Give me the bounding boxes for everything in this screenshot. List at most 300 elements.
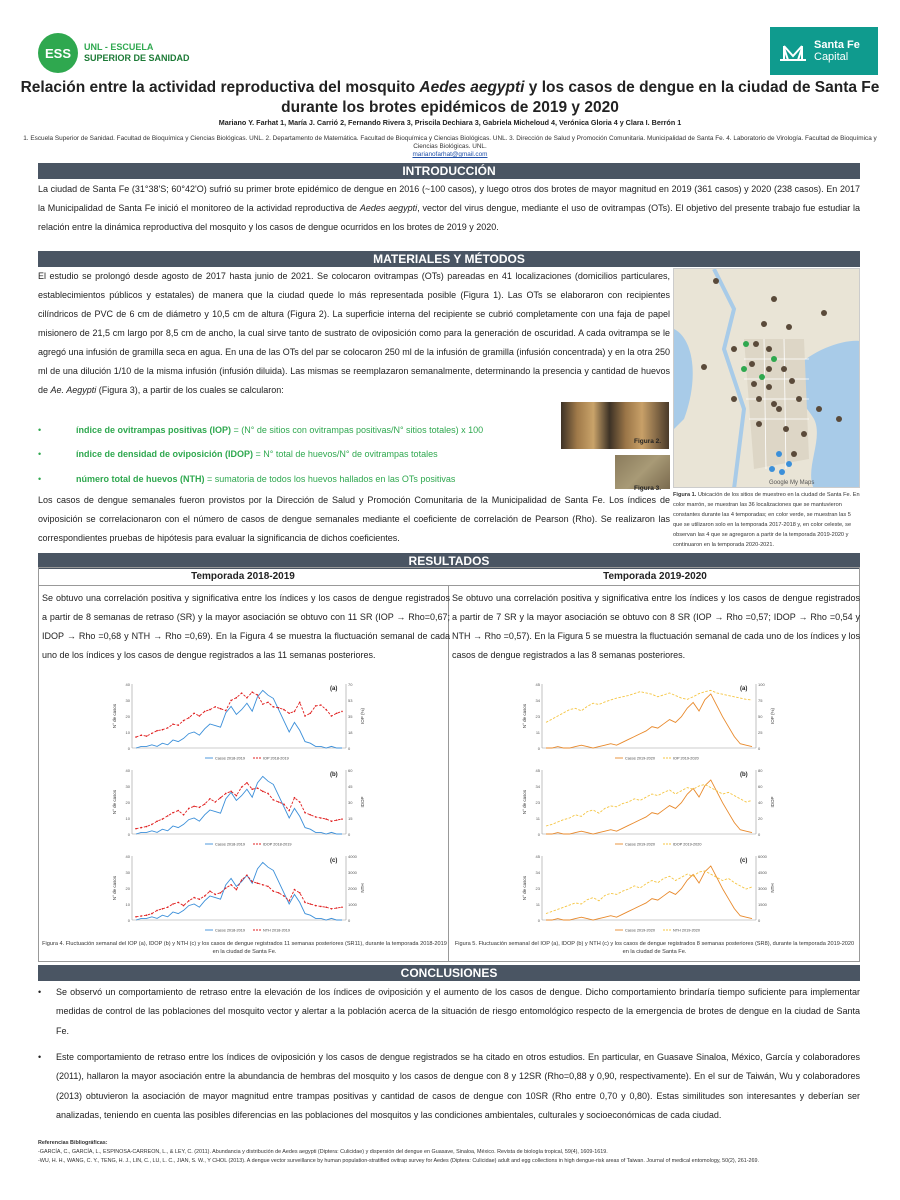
data-point — [225, 710, 227, 712]
legend-label: Casos 2018-2019 — [215, 842, 245, 847]
tick-label-right: 0 — [348, 832, 351, 837]
conclusion-text: Se observó un comportamiento de retraso entre la elevación de los índices de oviposición y el aumento de los casos de dengue. Dicho comportamiento brindaría tiempo suficiente para implementar medidas de control de las poblaciones del mosquito vector y alertar a la población acerca de la situación de riesgo entomológico respecto de la emergencia de brotes de dengue en la ciudad de Santa Fe. — [56, 987, 860, 1036]
chart-canvas — [110, 764, 370, 849]
panel-label: (a) — [740, 686, 748, 692]
data-point — [167, 815, 169, 817]
tick-label-right: 100 — [758, 682, 765, 687]
map-watermark: Google My Maps — [769, 480, 815, 486]
figure-3-label: Figura 3. — [634, 485, 662, 492]
intro-text-a: La ciudad de Santa Fe (31°38'S; 60°42'O) sufrió su primer brote epidémico de dengue en 2016 (~100 casos), y luego otros dos brotes de mayor magnitud en 2019 (361 casos) y 2020 (238 casos). En 2017 la Municipalidad de Santa Fe inició el monitoreo de la actividad reproductiva de — [38, 184, 860, 214]
ess-logo-badge: ESS — [38, 33, 78, 73]
data-point — [294, 797, 296, 799]
tick-label-left: 40 — [125, 682, 130, 687]
data-point — [188, 900, 190, 902]
data-point — [325, 709, 327, 711]
bridge-icon — [778, 36, 808, 66]
figure-5c-chart — [520, 850, 780, 935]
tick-label-right: 1000 — [348, 902, 357, 907]
ess-logo-text — [84, 42, 190, 64]
data-point — [257, 787, 259, 789]
figure-5a-chart — [520, 678, 780, 763]
data-point — [288, 712, 290, 714]
tick-label-left: 45 — [535, 768, 540, 773]
methods-species: Ae. Aegypti — [50, 385, 97, 395]
data-point — [230, 884, 232, 886]
data-point — [246, 874, 248, 876]
tick-label-right: 53 — [348, 698, 353, 703]
data-point — [325, 906, 327, 908]
data-point — [331, 908, 333, 910]
figure-4a-chart — [110, 678, 370, 763]
tick-label-right: 4500 — [758, 870, 767, 875]
tick-label-right: 35 — [348, 714, 353, 719]
bullet-iop-bold: índice de ovitrampas positivas (IOP) — [76, 425, 232, 435]
chart-canvas — [520, 850, 780, 935]
data-point — [209, 890, 211, 892]
bullet-nth-bold: número total de huevos (NTH) — [76, 474, 205, 484]
tick-label-right: 80 — [758, 768, 763, 773]
data-point — [283, 709, 285, 711]
tick-label-left: 0 — [127, 918, 130, 923]
data-point — [273, 890, 275, 892]
tick-label-left: 11 — [535, 902, 540, 907]
ess-logo — [38, 33, 190, 73]
data-point — [188, 808, 190, 810]
data-point — [241, 692, 243, 694]
series-line — [546, 871, 752, 914]
intro-species: Aedes aegypti — [359, 203, 418, 214]
title-part2: y los casos de dengue en la ciudad de Santa Fe durante los brotes epidémicos de 2019 y 2020 — [281, 79, 880, 116]
data-point — [299, 701, 301, 703]
references-title: Referencias Bibliográficas: — [38, 1140, 108, 1146]
tick-label-left: 30 — [125, 698, 130, 703]
results-heading: RESULTADOS — [38, 553, 860, 569]
series-line — [136, 875, 342, 917]
data-point — [241, 879, 243, 881]
data-point — [257, 882, 259, 884]
reference-item: -WU, H. H., WANG, C. Y., TENG, H. J., LIN, C., LU, L. C., JIAN, S. W., Y CHOL (2013). A dengue vector surveillance by human population-stratified ovitrap survey for Aedes (Diptera: Culicidae) adult and egg collections in high dengue-risk areas of Taiwan. Journal of medical entomology, 50(2), 261-269. — [38, 1158, 759, 1164]
figure-5-caption: Figura 5. Fluctuación semanal del IOP (a), IDOP (b) y NTH (c) y los casos de dengue registrados 8 semanas posteriores (SR8), durante la temporada 2019-2020 en la ciudad de Santa Fe. — [454, 941, 855, 955]
y-axis-label-right: NTH — [360, 883, 365, 893]
data-point — [246, 697, 248, 699]
data-point — [220, 708, 222, 710]
data-point — [172, 723, 174, 725]
bullet-dot: • — [38, 474, 42, 484]
tick-label-left: 0 — [537, 746, 540, 751]
figure-1-caption — [673, 490, 860, 550]
y-axis-label-right: IOP (%) — [360, 708, 365, 724]
tick-label-right: 15 — [348, 816, 353, 821]
y-axis-label-right: IOP (%) — [770, 708, 775, 724]
legend-label: IOP 2019-2020 — [673, 756, 699, 761]
data-point — [183, 814, 185, 816]
authors: Mariano Y. Farhat 1, María J. Carrió 2, Fernando Rivera 3, Priscila Dechiara 3, Gabriela Micheloud 4, Verónica Gloria 4 y Clara I. Berrón 1 — [218, 118, 682, 127]
data-point — [188, 717, 190, 719]
data-point — [193, 805, 195, 807]
data-point — [167, 906, 169, 908]
panel-label: (b) — [740, 772, 748, 778]
bullet-nth-rest: = sumatoria de todos los huevos hallados en las OTs positivas — [204, 474, 456, 484]
data-point — [310, 814, 312, 816]
data-point — [283, 895, 285, 897]
data-point — [146, 914, 148, 916]
methods-text-c: Los casos de dengue semanales fueron provistos por la Dirección de Salud y Promoción Comunitaria de la Municipalidad de Santa Fe. Los índices de oviposición se correlacionaron con el número de casos de dengue semanales mediante el coeficiente de correlación de Pearson (Rho). Se realizaron las correspondientes pruebas de hipótesis para evaluar la significancia de dichos coeficientes. — [38, 495, 670, 543]
tick-label-left: 10 — [125, 816, 130, 821]
series-line — [546, 690, 752, 722]
legend-label: IDOP 2019-2020 — [673, 842, 702, 847]
season-2018-2019-text: Se obtuvo una correlación positiva y significativa entre los índices y los casos de dengue registrados a partir de 8 semanas de retraso (SR) y la mayor asociación se obtuvo con 11 SR (IOP → Rho=0,67; IDOP → Rho =0,68 y NTH → Rho =0,69). En la Figura 4 se muestra la fluctuación semanal de cada uno de los índices y los casos de dengue registrados a las 11 semanas posteriores. — [42, 593, 450, 660]
y-axis-label-right: IDOP — [770, 796, 775, 808]
tick-label-left: 0 — [537, 832, 540, 837]
data-point — [331, 820, 333, 822]
data-point — [251, 881, 253, 883]
figure-1-label: Figura 1. — [673, 492, 697, 498]
tick-label-right: 70 — [348, 682, 353, 687]
data-point — [199, 898, 201, 900]
data-point — [183, 720, 185, 722]
series-line — [136, 690, 342, 748]
tick-label-right: 0 — [758, 746, 761, 751]
data-point — [310, 903, 312, 905]
methods-heading: MATERIALES Y MÉTODOS — [38, 251, 860, 267]
data-point — [294, 711, 296, 713]
legend-label: Casos 2019-2020 — [625, 756, 655, 761]
title-part1: Relación entre la actividad reproductiva del mosquito — [20, 79, 420, 96]
data-point — [236, 795, 238, 797]
data-point — [267, 886, 269, 888]
data-point — [278, 892, 280, 894]
season-2019-2020-title: Temporada 2019-2020 — [603, 571, 707, 582]
figure-5b-chart — [520, 764, 780, 849]
panel-label: (b) — [330, 772, 338, 778]
sampling-map[interactable] — [673, 268, 860, 488]
tick-label-right: 45 — [348, 784, 353, 789]
data-point — [315, 705, 317, 707]
tick-label-right: 4000 — [348, 854, 357, 859]
tick-label-right: 40 — [758, 800, 763, 805]
series-line — [136, 783, 342, 829]
data-point — [315, 816, 317, 818]
data-point — [278, 707, 280, 709]
data-point — [204, 711, 206, 713]
tick-label-right: 50 — [758, 714, 763, 719]
tick-label-right: 2000 — [348, 886, 357, 891]
data-point — [304, 715, 306, 717]
chart-canvas — [520, 764, 780, 849]
data-point — [146, 735, 148, 737]
data-point — [204, 803, 206, 805]
data-point — [341, 818, 343, 820]
santa-fe-logo-text — [814, 39, 860, 63]
data-point — [199, 715, 201, 717]
data-point — [167, 727, 169, 729]
tick-label-right: 20 — [758, 816, 763, 821]
data-point — [183, 905, 185, 907]
legend-label: IDOP 2018-2019 — [263, 842, 292, 847]
data-point — [315, 905, 317, 907]
data-point — [320, 817, 322, 819]
data-point — [236, 697, 238, 699]
y-axis-label-left: N° de casos — [522, 875, 527, 901]
data-point — [204, 895, 206, 897]
tick-label-left: 11 — [535, 816, 540, 821]
data-point — [172, 812, 174, 814]
sampling-map-canvas — [674, 269, 860, 488]
chart-canvas — [110, 850, 370, 935]
figure-2-label: Figura 2. — [634, 438, 662, 445]
data-point — [172, 903, 174, 905]
tick-label-left: 40 — [125, 768, 130, 773]
data-point — [162, 908, 164, 910]
legend-label: Casos 2018-2019 — [215, 756, 245, 761]
data-point — [140, 827, 142, 829]
data-point — [236, 889, 238, 891]
tick-label-left: 20 — [125, 886, 130, 891]
data-point — [230, 700, 232, 702]
conclusion-text: Este comportamiento de retraso entre los índices de oviposición y los casos de dengue registrados se ha citado en otros estudios. En particular, en Guasave Sinaloa, México, García y colaboradores (2011), hallaron la mayor asociación entre la abundancia de hembras del mosquito y los casos de dengue con 8 y 12SR (Rho=0,88 y 0,90, respectivamente). En el sur de Taiwán, Wu y colaboradores (2013) obtuvieron la asociación de mayor magnitud entre trampas positivas y cantidad de casos de dengue con 10SR (Rho entre 0,70 y 0,80). Estas similitudes son interesantes y deberían ser analizadas, teniendo en cuenta las posibles diferencias en las poblaciones del mosquitos y las condiciones ambientales, culturales y socioeconómicas de cada ciudad. — [56, 1052, 860, 1120]
data-point — [214, 801, 216, 803]
data-point — [278, 801, 280, 803]
legend-label: NTH 2019-2020 — [673, 928, 701, 933]
chart-canvas — [110, 678, 370, 763]
data-point — [146, 826, 148, 828]
data-point — [288, 810, 290, 812]
data-point — [162, 729, 164, 731]
tick-label-left: 10 — [125, 902, 130, 907]
data-point — [251, 691, 253, 693]
data-point — [140, 734, 142, 736]
ess-logo-line1: UNL - ESCUELA — [84, 42, 154, 52]
affiliations — [20, 135, 880, 159]
bullet-dot: • — [38, 449, 42, 459]
data-point — [267, 793, 269, 795]
y-axis-label-right: NTH — [770, 883, 775, 893]
data-point — [304, 812, 306, 814]
tick-label-left: 34 — [535, 870, 540, 875]
santa-fe-logo — [770, 27, 878, 75]
tick-label-right: 3000 — [758, 886, 767, 891]
tick-label-right: 25 — [758, 730, 763, 735]
data-point — [257, 694, 259, 696]
data-point — [151, 913, 153, 915]
tick-label-right: 0 — [758, 918, 761, 923]
series-line — [136, 692, 342, 737]
data-point — [304, 902, 306, 904]
data-point — [241, 786, 243, 788]
data-point — [209, 709, 211, 711]
panel-label: (c) — [740, 858, 748, 864]
figure-4c-chart — [110, 850, 370, 935]
santa-fe-logo-line1: Santa Fe — [814, 39, 860, 51]
series-line — [136, 776, 342, 834]
data-point — [177, 810, 179, 812]
y-axis-label-left: N° de casos — [112, 875, 117, 901]
data-point — [177, 724, 179, 726]
data-point — [299, 892, 301, 894]
data-point — [262, 791, 264, 793]
bullet-iop-rest: = (N° de sitios con ovitrampas positivas/N° sitios totales) x 100 — [231, 425, 484, 435]
y-axis-label-left: N° de casos — [112, 703, 117, 729]
series-line — [546, 694, 752, 748]
series-line — [136, 862, 342, 920]
tick-label-right: 0 — [758, 832, 761, 837]
data-point — [283, 803, 285, 805]
series-line — [546, 866, 752, 920]
data-point — [336, 819, 338, 821]
reference-item: -GARCÍA, C., GARCÍA, L., ESPINOSA-CARREON, L., & LEY, C. (2011). Abundancia y distribución de Aedes aegypti (Diptera: Culicidae) y dispersión del dengue en Guasave, Sinaloa, México. Revista de biología tropical, 59(4), 1609-1619. — [38, 1149, 608, 1155]
poster-header — [0, 0, 900, 170]
data-point — [156, 820, 158, 822]
data-point — [246, 782, 248, 784]
tick-label-left: 20 — [125, 714, 130, 719]
data-point — [230, 791, 232, 793]
bullet-idop-rest: = N° total de huevos/N° de ovitrampas totales — [253, 449, 438, 459]
tick-label-left: 0 — [127, 832, 130, 837]
contact-email[interactable]: marianofarhat@gmail.com — [412, 151, 488, 158]
season-2018-2019-title: Temporada 2018-2019 — [191, 571, 295, 582]
methods-text — [38, 267, 670, 400]
data-point — [135, 736, 137, 738]
data-point — [341, 711, 343, 713]
series-line — [546, 784, 752, 826]
data-point — [288, 900, 290, 902]
data-point — [325, 818, 327, 820]
data-point — [156, 910, 158, 912]
data-point — [193, 712, 195, 714]
panel-label: (c) — [330, 858, 338, 864]
results-header-rule — [38, 585, 860, 586]
data-point — [135, 916, 137, 918]
data-point — [331, 715, 333, 717]
series-line — [546, 780, 752, 834]
data-point — [336, 907, 338, 909]
tick-label-right: 60 — [348, 768, 353, 773]
season-2019-2020-text: Se obtuvo una correlación positiva y significativa entre los índices y los casos de dengue registrados a partir de 7 SR y la mayor asociación se obtuvo con 8 SR (IOP → Rho =0,57; IDOP → Rho =0,54 y NTH → Rho =0,57). En la Figura 5 se muestra la fluctuación semanal de cada uno de los índices y los casos de dengue registrados a las 8 semanas posteriores. — [452, 593, 860, 660]
tick-label-left: 23 — [535, 714, 540, 719]
tick-label-left: 45 — [535, 854, 540, 859]
y-axis-label-left: N° de casos — [112, 789, 117, 815]
methods-text-b: (Figura 3), a partir de los cuales se calcularon: — [96, 385, 284, 395]
data-point — [299, 801, 301, 803]
data-point — [273, 799, 275, 801]
data-point — [341, 906, 343, 908]
data-point — [177, 902, 179, 904]
references — [38, 1139, 860, 1166]
data-point — [225, 793, 227, 795]
tick-label-left: 20 — [125, 800, 130, 805]
tick-label-left: 11 — [535, 730, 540, 735]
intro-text-b: , vector del virus dengue, mediante el uso de ovitrampas (OTs). El objetivo del presente trabajo fue estudiar la relación entre la dinámica reproductiva del mosquito y los casos de dengue ocurridos en los brotes de 2019 y 2020. — [38, 203, 860, 233]
bullet-dot: • — [38, 425, 42, 435]
tick-label-left: 45 — [535, 682, 540, 687]
bullet-iop-text — [76, 425, 483, 435]
tick-label-left: 0 — [127, 746, 130, 751]
conclusion-item — [38, 983, 860, 1041]
y-axis-label-right: IDOP — [360, 796, 365, 808]
tick-label-left: 34 — [535, 784, 540, 789]
data-point — [320, 704, 322, 706]
tick-label-left: 40 — [125, 854, 130, 859]
tick-label-left: 23 — [535, 886, 540, 891]
tick-label-right: 3000 — [348, 870, 357, 875]
data-point — [220, 892, 222, 894]
data-point — [267, 701, 269, 703]
chart-canvas — [520, 678, 780, 763]
data-point — [262, 884, 264, 886]
tick-label-left: 34 — [535, 698, 540, 703]
poster-title — [20, 78, 880, 118]
conclusion-item — [38, 1048, 860, 1125]
legend-label: IOP 2018-2019 — [263, 756, 289, 761]
data-point — [193, 897, 195, 899]
legend-label: Casos 2019-2020 — [625, 928, 655, 933]
tick-label-left: 0 — [537, 918, 540, 923]
bullet-idop-bold: índice de densidad de oviposición (IDOP) — [76, 449, 254, 459]
data-point — [320, 906, 322, 908]
conclusion-bullet: • — [38, 987, 42, 997]
data-point — [156, 730, 158, 732]
data-point — [214, 894, 216, 896]
tick-label-left: 10 — [125, 730, 130, 735]
intro-text — [38, 180, 860, 238]
figure-1-caption-text: Ubicación de los sitios de muestreo en la ciudad de Santa Fe. En color marrón, se muestran las 36 localizaciones que se mantuvieron constantes durante las 4 temporadas; en color verde, se muestran las 5 que se utilizaron solo en la temporada 2017-2018 y, en color celeste, se observan las 4 que se agregaron a partir de la temporada 2019-2020 y continuaron en la temporada 2020-2021. — [673, 492, 860, 548]
data-point — [310, 712, 312, 714]
data-point — [336, 712, 338, 714]
data-point — [225, 887, 227, 889]
panel-label: (a) — [330, 686, 338, 692]
y-axis-label-left: N° de casos — [522, 703, 527, 729]
data-point — [251, 788, 253, 790]
legend-label: Casos 2018-2019 — [215, 928, 245, 933]
tick-label-left: 30 — [125, 784, 130, 789]
methods-text-a: El estudio se prolongó desde agosto de 2017 hasta junio de 2021. Se colocaron ovitrampas (OTs) pareadas en 41 localizaciones (domicilios particulares, establecimientos públicos y estatales) de manera que la ciudad quede lo más representada posible (Figura 1). Las OTs se elaboraron con recipientes cilíndricos de PVC de 6 cm de diámetro y 10,5 cm de altura (Figura 2). La superficie interna del recipiente se cubrió completamente con una faja de papel misionero de 21,5 cm largo por 8,5 cm de ancho, la cual sirve tanto de sustrato de oviposición como para la generación de oscuridad. A cada ovitrampa se le agregó una infusión de gramilla seca en agua. En una de las OTs del par se colocaron 250 ml de la infusión de gramilla (infusión concentrada) y en la otra 250 ml de una dilución 1/10 de la misma infusión (infusión diluida). Las mismas se reemplazaron semanalmente, determinando la presencia y cantidad de huevos de — [38, 271, 670, 395]
legend-label: NTH 2018-2019 — [263, 928, 291, 933]
data-point — [151, 824, 153, 826]
data-point — [262, 703, 264, 705]
data-point — [273, 706, 275, 708]
data-point — [214, 706, 216, 708]
data-point — [151, 733, 153, 735]
data-point — [220, 797, 222, 799]
y-axis-label-left: N° de casos — [522, 789, 527, 815]
data-point — [140, 915, 142, 917]
tick-label-right: 0 — [348, 746, 351, 751]
legend-label: Casos 2019-2020 — [625, 842, 655, 847]
data-point — [209, 798, 211, 800]
tick-label-left: 23 — [535, 800, 540, 805]
bullet-idop-text — [76, 449, 438, 459]
tick-label-right: 0 — [348, 918, 351, 923]
eggs-photo — [615, 455, 670, 489]
title-species: Aedes aegypti — [419, 79, 525, 96]
tick-label-right: 30 — [348, 800, 353, 805]
tick-label-right: 60 — [758, 784, 763, 789]
affiliations-text: 1. Escuela Superior de Sanidad. Facultad de Bioquímica y Ciencias Biológicas. UNL. 2. Departamento de Matemática. Facultad de Bioquímica y Ciencias Biológicas. UNL. 3. Dirección de Salud y Promoción Comunitaria. Municipalidad de Santa Fe. 4. Laboratorio de Virología. Facultad de Bioquímica y Ciencias Biológicas. UNL. — [23, 135, 877, 150]
figure-4-caption: Figura 4. Fluctuación semanal del IOP (a), IDOP (b) y NTH (c) y los casos de dengue registrados 11 semanas posteriores (SR11), durante la temporada 2018-2019 en la ciudad de Santa Fe. — [42, 941, 447, 955]
figure-4b-chart — [110, 764, 370, 849]
tick-label-right: 1500 — [758, 902, 767, 907]
data-point — [294, 889, 296, 891]
ess-logo-line2: SUPERIOR DE SANIDAD — [84, 53, 190, 63]
data-point — [162, 818, 164, 820]
tick-label-left: 30 — [125, 870, 130, 875]
tick-label-right: 18 — [348, 730, 353, 735]
data-point — [135, 828, 137, 830]
data-point — [199, 807, 201, 809]
bullet-nth-text — [76, 474, 455, 484]
intro-heading: INTRODUCCIÓN — [38, 163, 860, 179]
tick-label-right: 6000 — [758, 854, 767, 859]
